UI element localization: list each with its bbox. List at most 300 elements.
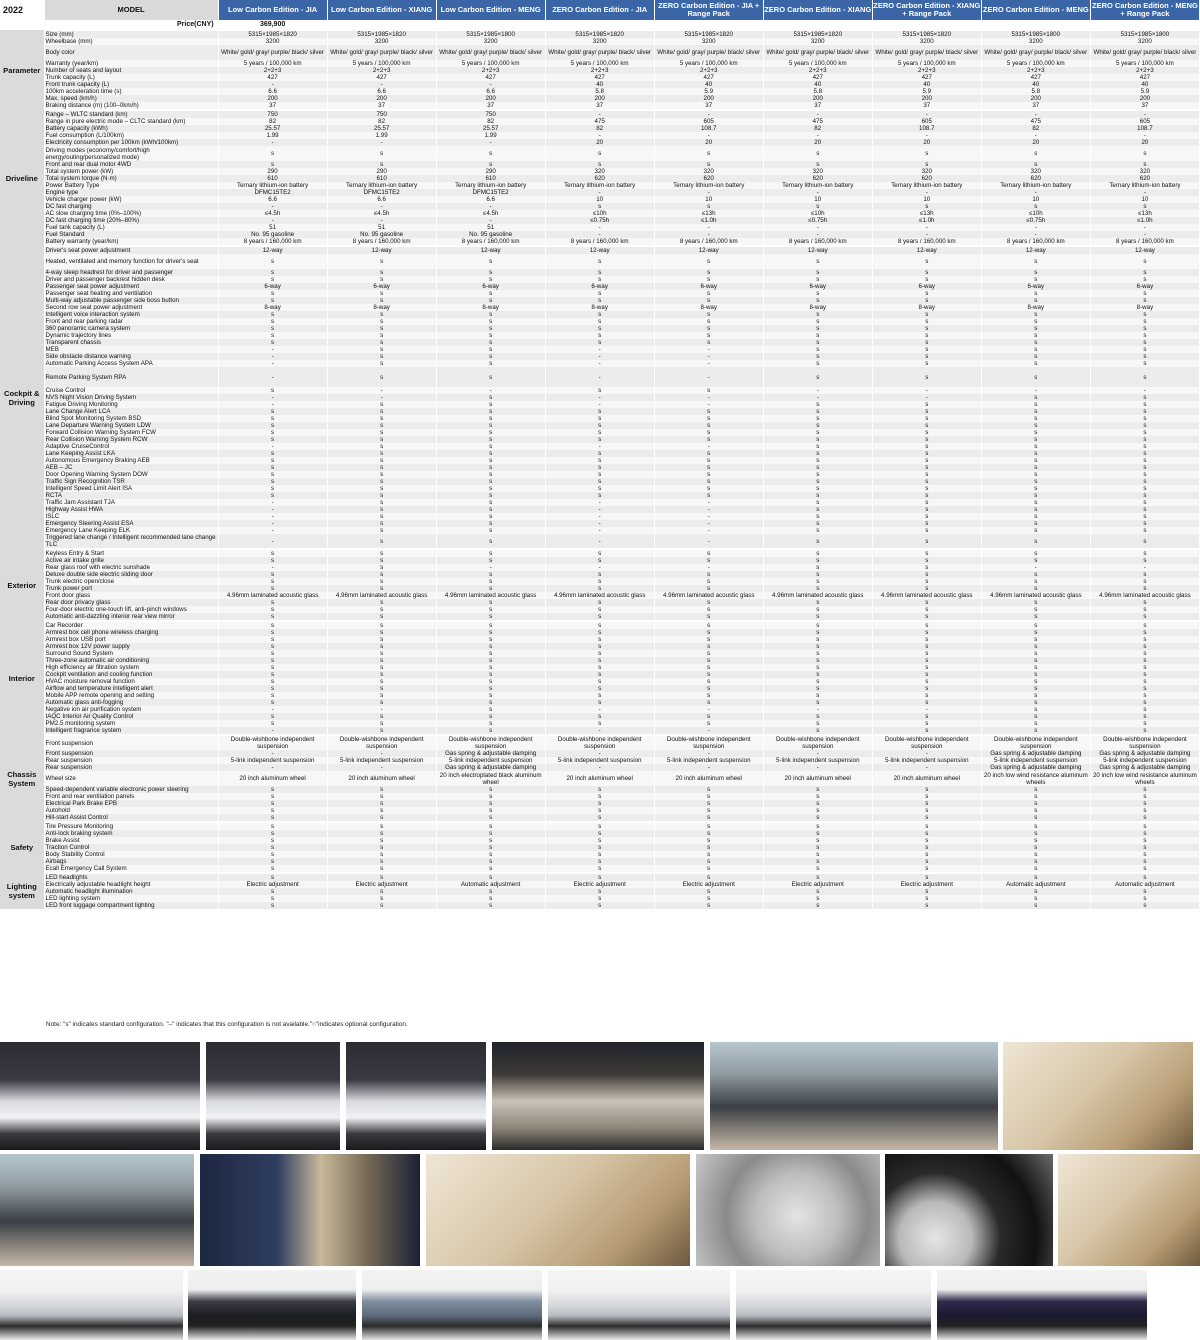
spec-value: s — [436, 161, 545, 168]
spec-value: s — [654, 450, 763, 457]
spec-value: 2+2+3 — [872, 67, 981, 74]
spec-value: 3200 — [1090, 38, 1199, 45]
section-label: Cockpit & Driving — [0, 246, 44, 549]
spec-value: 6-way — [872, 283, 981, 290]
spec-value: s — [872, 613, 981, 621]
spec-value: s — [981, 814, 1090, 822]
spec-value: s — [654, 161, 763, 168]
spec-value: 40 — [1090, 81, 1199, 88]
spec-label: Autonomous Emergency Braking AEB — [44, 457, 218, 464]
spec-value: 427 — [1090, 74, 1199, 81]
spec-value: s — [436, 318, 545, 325]
spec-value: s — [981, 807, 1090, 814]
spec-value: 2+2+3 — [545, 67, 654, 74]
spec-value: s — [763, 290, 872, 297]
spec-value: s — [981, 276, 1090, 283]
spec-value: s — [872, 606, 981, 613]
spec-value: s — [218, 621, 327, 629]
spec-value: s — [654, 830, 763, 837]
spec-label: DC fast charging — [44, 203, 218, 210]
spec-label: Door Opening Warning System DOW — [44, 471, 218, 478]
spec-row — [0, 678, 1200, 685]
spec-value: s — [654, 492, 763, 499]
spec-value: s — [1090, 269, 1199, 276]
spec-value: 750 — [327, 110, 436, 118]
spec-value: s — [327, 585, 436, 592]
spec-value: s — [981, 520, 1090, 527]
spec-value: 2+2+3 — [327, 67, 436, 74]
spec-value: s — [545, 793, 654, 800]
spec-row — [0, 757, 1200, 764]
spec-value: - — [545, 527, 654, 534]
spec-value: - — [981, 132, 1090, 139]
spec-value: s — [436, 254, 545, 269]
spec-value: 620 — [763, 175, 872, 182]
spec-value: s — [545, 339, 654, 346]
spec-value: - — [654, 394, 763, 401]
spec-value: s — [545, 858, 654, 865]
spec-value: 8 years / 160,000 km — [654, 238, 763, 246]
spec-value: s — [981, 822, 1090, 830]
spec-value: DFMC15TE2 — [327, 189, 436, 196]
spec-value: - — [1090, 224, 1199, 231]
spec-value: s — [872, 520, 981, 527]
spec-value: 6.6 — [327, 88, 436, 95]
spec-value: s — [763, 311, 872, 318]
spec-label: Multi-way adjustable passenger side boss button — [44, 297, 218, 304]
section-label: Parameter — [0, 30, 44, 110]
spec-value: s — [436, 671, 545, 678]
spec-label: Cockpit ventilation and cooling function — [44, 671, 218, 678]
spec-label: Dynamic trajectory lines — [44, 332, 218, 339]
spec-value: s — [436, 485, 545, 492]
spec-value: s — [872, 629, 981, 636]
spec-value: 5-link independent suspension — [218, 757, 327, 764]
spec-value: s — [872, 858, 981, 865]
spec-value: 6-way — [981, 283, 1090, 290]
spec-value: s — [1090, 534, 1199, 549]
spec-value: - — [654, 534, 763, 549]
spec-value: 6.6 — [218, 196, 327, 203]
spec-value: - — [1090, 132, 1199, 139]
spec-value: 5315×1985×1800 — [1090, 30, 1199, 38]
spec-value: 5 years / 100,000 km — [218, 60, 327, 67]
spec-value: - — [981, 387, 1090, 394]
spec-value: s — [436, 706, 545, 713]
spec-value: 620 — [872, 175, 981, 182]
spec-value: s — [1090, 557, 1199, 564]
spec-row — [0, 713, 1200, 720]
spec-value: ≤4.5h — [218, 210, 327, 217]
spec-row — [0, 478, 1200, 485]
spec-value: s — [1090, 346, 1199, 353]
spec-value: s — [654, 464, 763, 471]
spec-value: s — [327, 578, 436, 585]
spec-value: 3200 — [981, 38, 1090, 45]
spec-value: 82 — [981, 125, 1090, 132]
spec-label: Mobile APP remote opening and setting — [44, 692, 218, 699]
spec-label: DC fast charging time (20%–80%) — [44, 217, 218, 224]
spec-label: Heated, ventilated and memory function for driver's seat — [44, 254, 218, 269]
spec-row — [0, 276, 1200, 283]
spec-label: 4-way sleep headrest for driver and passenger — [44, 269, 218, 276]
spec-value: s — [763, 401, 872, 408]
spec-value: s — [1090, 520, 1199, 527]
spec-value: 4.96mm laminated acoustic glass — [1090, 592, 1199, 599]
section-label: Lighting system — [0, 873, 44, 909]
spec-row — [0, 81, 1200, 88]
spec-label: Fuel consumption (L/100km) — [44, 132, 218, 139]
spec-value: s — [872, 161, 981, 168]
spec-row — [0, 95, 1200, 102]
spec-value: 8 years / 160,000 km — [218, 238, 327, 246]
spec-value: ≤1.0h — [654, 217, 763, 224]
spec-label: Wheel size — [44, 771, 218, 786]
spec-value: s — [1090, 851, 1199, 858]
spec-value: s — [545, 478, 654, 485]
spec-label: Front suspension — [44, 735, 218, 750]
spec-value: s — [218, 436, 327, 443]
spec-row — [0, 346, 1200, 353]
spec-value: s — [1090, 800, 1199, 807]
spec-value: 51 — [436, 224, 545, 231]
spec-value: s — [436, 464, 545, 471]
spec-value: s — [654, 269, 763, 276]
spec-value: s — [654, 636, 763, 643]
spec-value: 8-way — [327, 304, 436, 311]
spec-value: s — [981, 492, 1090, 499]
spec-value: s — [327, 699, 436, 706]
spec-value: s — [654, 429, 763, 436]
rear-seat-table-photo — [1003, 1042, 1193, 1150]
spec-value: 3200 — [872, 38, 981, 45]
spec-label: Tire Pressure Monitoring — [44, 822, 218, 830]
section-label: Exterior — [0, 549, 44, 621]
spec-value: s — [654, 613, 763, 621]
spec-label: Airbags — [44, 858, 218, 865]
spec-value: 51 — [218, 224, 327, 231]
trim-header: ZERO Carbon Edition - MENG + Range Pack — [1092, 1, 1198, 18]
spec-label: Front trunk capacity (L) — [44, 81, 218, 88]
spec-row — [0, 182, 1200, 189]
spec-value: s — [654, 203, 763, 210]
spec-value: s — [545, 161, 654, 168]
spec-value: s — [763, 478, 872, 485]
spec-value: - — [1090, 564, 1199, 571]
spec-label: Battery capacity (kWh) — [44, 125, 218, 132]
spec-value: 6.6 — [436, 88, 545, 95]
spec-value: 12-way — [1090, 246, 1199, 254]
spec-value: - — [654, 443, 763, 450]
spec-label: 100km acceleration time (s) — [44, 88, 218, 95]
spec-value: s — [1090, 318, 1199, 325]
spec-value: 610 — [327, 175, 436, 182]
section-label: Safety — [0, 822, 44, 873]
spec-value: - — [436, 81, 545, 88]
spec-value: s — [872, 527, 981, 534]
spec-value: - — [327, 203, 436, 210]
spec-value: s — [218, 636, 327, 643]
spec-value: s — [436, 297, 545, 304]
spec-value: s — [763, 332, 872, 339]
spec-value: s — [1090, 367, 1199, 387]
spec-value: s — [763, 513, 872, 520]
spec-value: - — [872, 764, 981, 771]
spec-value: s — [1090, 203, 1199, 210]
spec-value: s — [763, 254, 872, 269]
spec-value: ≤10h — [763, 210, 872, 217]
spec-value: s — [218, 643, 327, 650]
spec-value: s — [763, 450, 872, 457]
spec-value: - — [545, 520, 654, 527]
spec-value: s — [218, 408, 327, 415]
spec-value: s — [327, 471, 436, 478]
spec-row — [0, 613, 1200, 621]
spec-value: s — [981, 865, 1090, 873]
spec-value: 12-way — [981, 246, 1090, 254]
spec-value: 10 — [763, 196, 872, 203]
section-label: Interior — [0, 621, 44, 735]
spec-value: s — [436, 422, 545, 429]
spec-value: - — [981, 110, 1090, 118]
spec-value: - — [654, 231, 763, 238]
spec-value: ≤4.5h — [436, 210, 545, 217]
spec-value: s — [981, 269, 1090, 276]
spec-value: 320 — [1090, 168, 1199, 175]
spec-value: Double-wishbone independent suspension — [545, 735, 654, 750]
side-black-photo — [188, 1270, 356, 1340]
spec-value: s — [763, 367, 872, 387]
spec-value: s — [545, 800, 654, 807]
spec-value: 620 — [1090, 175, 1199, 182]
spec-value: s — [654, 339, 763, 346]
spec-value: s — [1090, 332, 1199, 339]
spec-row — [0, 332, 1200, 339]
spec-value: 427 — [654, 74, 763, 81]
spec-value: s — [218, 464, 327, 471]
spec-value: s — [981, 353, 1090, 360]
spec-value: - — [763, 231, 872, 238]
spec-label: Autohold — [44, 807, 218, 814]
spec-value: s — [218, 457, 327, 464]
spec-value: s — [872, 807, 981, 814]
spec-value: s — [436, 657, 545, 664]
spec-value: s — [763, 269, 872, 276]
spec-value: - — [436, 387, 545, 394]
spec-value: s — [763, 822, 872, 830]
spec-value: s — [545, 457, 654, 464]
side-silver-photo — [736, 1270, 931, 1340]
spec-row — [0, 720, 1200, 727]
spec-value: s — [327, 408, 436, 415]
spec-value: s — [327, 650, 436, 657]
spec-value: s — [327, 636, 436, 643]
spec-value: 6-way — [1090, 283, 1199, 290]
spec-value: s — [981, 534, 1090, 549]
spec-value: 20 — [545, 139, 654, 146]
spec-value: s — [872, 401, 981, 408]
spec-value: s — [436, 401, 545, 408]
trim-header: Low Carbon Edition - JIA — [218, 0, 327, 20]
spec-row — [0, 217, 1200, 224]
spec-value: s — [763, 613, 872, 621]
spec-value: 82 — [545, 125, 654, 132]
spec-value: s — [545, 720, 654, 727]
spec-value: s — [436, 895, 545, 902]
captain-seat-photo — [426, 1154, 690, 1266]
spec-value: s — [327, 814, 436, 822]
spec-value: s — [981, 203, 1090, 210]
spec-value: Gas spring & adjustable damping — [1090, 764, 1199, 771]
spec-value: s — [763, 339, 872, 346]
spec-value: 4.96mm laminated acoustic glass — [218, 592, 327, 599]
spec-value: s — [327, 415, 436, 422]
spec-value: s — [327, 873, 436, 881]
spec-value: 20 — [872, 139, 981, 146]
spec-value: s — [327, 457, 436, 464]
spec-value: s — [327, 807, 436, 814]
spec-label: Hill-start Assist Control — [44, 814, 218, 822]
spec-value: s — [981, 415, 1090, 422]
spec-value: s — [218, 650, 327, 657]
spec-value: s — [872, 599, 981, 606]
spec-value: s — [872, 822, 981, 830]
spec-value: s — [545, 621, 654, 629]
spec-label: Automatic Parking Access System APA — [44, 360, 218, 367]
spec-value: s — [654, 895, 763, 902]
spec-value: 6.6 — [218, 88, 327, 95]
spec-value: s — [218, 685, 327, 692]
spec-value: s — [654, 621, 763, 629]
spec-value: s — [545, 664, 654, 671]
spec-value: s — [1090, 671, 1199, 678]
spec-value: s — [981, 800, 1090, 807]
spec-value: s — [545, 269, 654, 276]
spec-value: s — [545, 146, 654, 161]
spec-value: - — [872, 387, 981, 394]
spec-value: 20 inch low wind resistance aluminum wheels — [1090, 771, 1199, 786]
spec-value: ≤10h — [981, 210, 1090, 217]
spec-value: s — [218, 471, 327, 478]
spec-value: s — [981, 678, 1090, 685]
spec-value: 5 years / 100,000 km — [327, 60, 436, 67]
spec-value: s — [981, 311, 1090, 318]
spec-value: s — [654, 814, 763, 822]
spec-value: s — [218, 146, 327, 161]
spec-value: s — [327, 367, 436, 387]
spec-value: s — [1090, 713, 1199, 720]
spec-value: s — [981, 851, 1090, 858]
spec-value: Double-wishbone independent suspension — [218, 735, 327, 750]
spec-value: s — [545, 888, 654, 895]
spec-value: s — [1090, 664, 1199, 671]
spec-value: s — [1090, 443, 1199, 450]
spec-value: s — [218, 276, 327, 283]
spec-value: s — [763, 499, 872, 506]
spec-value: s — [872, 830, 981, 837]
spec-value: s — [654, 585, 763, 592]
spec-row — [0, 599, 1200, 606]
spec-value: 37 — [1090, 102, 1199, 110]
spec-row — [0, 38, 1200, 45]
spec-value: - — [218, 203, 327, 210]
spec-value: - — [545, 401, 654, 408]
spec-value: - — [218, 520, 327, 527]
spec-value: 200 — [981, 95, 1090, 102]
spec-label: Automatic glass anti-fogging — [44, 699, 218, 706]
spec-value: ≤13h — [872, 210, 981, 217]
spec-label: Vehicle charger power (kW) — [44, 196, 218, 203]
spec-value: s — [654, 786, 763, 793]
spec-value: s — [436, 527, 545, 534]
spec-value: - — [545, 443, 654, 450]
spec-value: s — [872, 339, 981, 346]
spec-label: Rear Collision Warning System RCW — [44, 436, 218, 443]
spec-value: 5315×1985×1820 — [327, 30, 436, 38]
spec-value: - — [654, 353, 763, 360]
spec-row — [0, 643, 1200, 650]
spec-value: s — [1090, 858, 1199, 865]
spec-value: - — [654, 110, 763, 118]
spec-row — [0, 238, 1200, 246]
spec-label: Armrest box USB port — [44, 636, 218, 643]
spec-value: s — [327, 571, 436, 578]
trim-header: Low Carbon Edition - MENG — [436, 0, 545, 20]
spec-value: s — [1090, 786, 1199, 793]
spec-value: DFMC15TE2 — [436, 189, 545, 196]
spec-value: s — [327, 786, 436, 793]
spec-label: Traffic Sign Recognition TSR — [44, 478, 218, 485]
spec-value: 605 — [1090, 118, 1199, 125]
spec-value: - — [327, 394, 436, 401]
spec-value: s — [981, 506, 1090, 513]
spec-value: 6-way — [327, 283, 436, 290]
spec-value: s — [1090, 353, 1199, 360]
spec-value: s — [763, 692, 872, 699]
spec-value: No. 95 gasoline — [436, 231, 545, 238]
spec-value: s — [763, 865, 872, 873]
spec-value: 8 years / 160,000 km — [763, 238, 872, 246]
spec-value: 200 — [1090, 95, 1199, 102]
spec-value: - — [763, 224, 872, 231]
spec-value: s — [327, 443, 436, 450]
spec-value: s — [1090, 394, 1199, 401]
spec-value: s — [872, 429, 981, 436]
spec-label: Warranty (year/km) — [44, 60, 218, 67]
spec-label: Front and rear ventilation panels — [44, 793, 218, 800]
spec-value: s — [1090, 506, 1199, 513]
spec-value: - — [218, 564, 327, 571]
spec-value: s — [545, 571, 654, 578]
spec-value: - — [218, 506, 327, 513]
spec-value: s — [218, 629, 327, 636]
spec-value: s — [218, 657, 327, 664]
spec-value: s — [981, 408, 1090, 415]
spec-value: - — [545, 394, 654, 401]
spec-value: s — [763, 161, 872, 168]
spec-label: Driver and passenger backrest hidden desk — [44, 276, 218, 283]
spec-value: - — [545, 231, 654, 238]
spec-row — [0, 125, 1200, 132]
spec-value: 5.8 — [981, 88, 1090, 95]
spec-label: Anti-lock braking system — [44, 830, 218, 837]
spec-value: 51 — [327, 224, 436, 231]
spec-value: s — [327, 851, 436, 858]
spec-value: 8 years / 160,000 km — [872, 238, 981, 246]
spec-row — [0, 895, 1200, 902]
spec-value: s — [327, 664, 436, 671]
spec-value: - — [981, 231, 1090, 238]
